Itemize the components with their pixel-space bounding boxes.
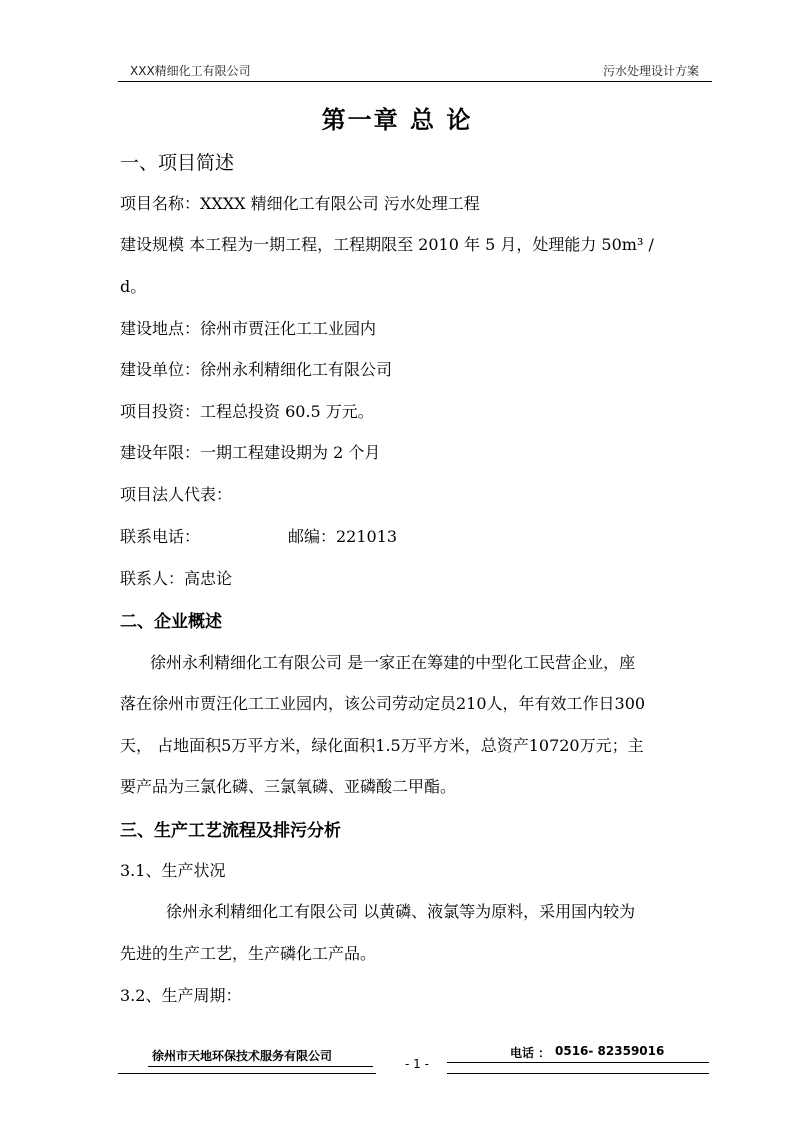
page-number: - 1 - (405, 1057, 429, 1071)
section-heading-company: 二、企业概述 (120, 612, 222, 632)
subsection-production-cycle: 3.2、生产周期： (120, 986, 242, 1005)
company-paragraph-line: 天， 占地面积5万平方米，绿化面积1.5万平方米，总资产10720万元；主 (120, 736, 644, 755)
chapter-title: 第一章 总 论 (321, 106, 473, 134)
construction-location: 建设地点：徐州市贾汪化工工业园内 (120, 319, 377, 338)
production-paragraph-line: 先进的生产工艺，生产磷化工产品。 (120, 944, 377, 963)
section-heading-overview: 一、项目简述 (120, 152, 235, 174)
header-rule (118, 81, 712, 82)
footer-rule (447, 1062, 709, 1063)
footer-rule (148, 1066, 373, 1067)
project-name: 项目名称：XXXX 精细化工有限公司 污水处理工程 (120, 194, 480, 213)
section-heading-process: 三、生产工艺流程及排污分析 (120, 821, 341, 841)
company-paragraph-line: 徐州永利精细化工有限公司 是一家正在筹建的中型化工民营企业，座 (150, 653, 636, 672)
footer-rule (447, 1073, 709, 1074)
footer-company: 徐州市天地环保技术服务有限公司 (152, 1049, 333, 1063)
phone-label: 联系电话： (120, 527, 201, 546)
production-paragraph-line: 徐州永利精细化工有限公司 以黄磷、液氯等为原料，采用国内较为 (166, 902, 636, 921)
footer-rule (118, 1073, 376, 1074)
company-paragraph-line: 要产品为三氯化磷、三氯氧磷、亚磷酸二甲酯。 (120, 777, 457, 796)
postcode: 邮编：221013 (288, 527, 398, 546)
construction-period: 建设年限：一期工程建设期为 2 个月 (120, 443, 381, 462)
subsection-production-status: 3.1、生产状况 (120, 861, 226, 880)
footer-phone: 0516- 82359016 (555, 1044, 665, 1058)
header-company: XXX精细化工有限公司 (130, 64, 251, 78)
project-investment: 项目投资：工程总投资 60.5 万元。 (120, 402, 374, 421)
construction-unit: 建设单位：徐州永利精细化工有限公司 (120, 360, 393, 379)
construction-scale-cont: d。 (120, 277, 147, 296)
header-doc-title: 污水处理设计方案 (602, 64, 699, 78)
legal-representative: 项目法人代表： (120, 485, 233, 504)
construction-scale: 建设规模 本工程为一期工程，工程期限至 2010 年 5 月，处理能力 50m³ / (120, 235, 654, 254)
contact-person: 联系人：高忠论 (120, 569, 233, 588)
company-paragraph-line: 落在徐州市贾汪化工工业园内，该公司劳动定员210人，年有效工作日300 (120, 694, 646, 713)
footer-phone-label: 电话 ： (510, 1046, 551, 1060)
